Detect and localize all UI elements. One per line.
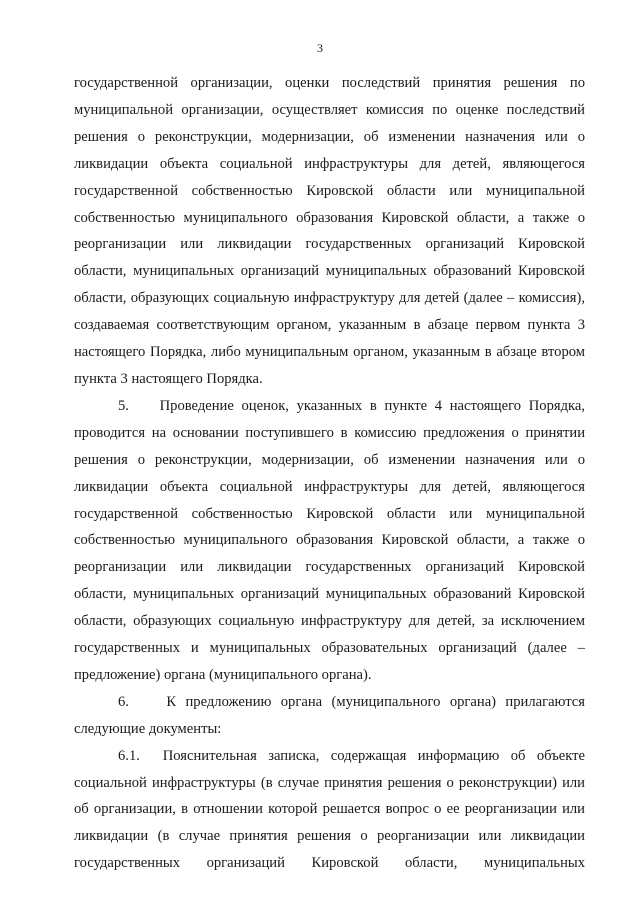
paragraph-continuation: государственной организации, оценки последствий принятия решения по муниципальной организации, осуществляет комиссия по оценке последствий решения о реконструкции, модернизации, об изменении назначения или о ликвидации объекта социальной инфраструктуры для детей, являющегося государственной собственностью Кировской области или муниципальной собственностью муниципального образования Кировской области, а также о реорганизации или ликвидации государственных организаций Кировской области, муниципальных организаций муниципальных образований Кировской области, образующих социальную инфраструктуру для детей (далее – комиссия), создаваемая соответствующим органом, указанным в абзаце первом пункта 3 настоящего Порядка, либо муниципальным органом, указанным в абзаце втором пункта 3 настоящего Порядка. xyxy=(74,75,585,387)
paragraph-item-6: 6. К предложению органа (муниципального органа) прилагаются следующие документы: xyxy=(74,693,585,737)
paragraph-item-6-1: 6.1. Пояснительная записка, содержащая информацию об объекте социальной инфраструктуры (в случае принятия решения о реконструкции) или об организации, в отношении которой решается вопрос о ее реорганизации или ликвидации (в случае принятия решения о реорганизации или ликвидации государственных организаций Кировской области, муниципальных xyxy=(74,747,585,872)
paragraph-item-5: 5. Проведение оценок, указанных в пункте 4 настоящего Порядка, проводится на основании поступившего в комиссию предложения о принятии решения о реконструкции, модернизации, об изменении назначения или о ликвидации объекта социальной инфраструктуры для детей, являющегося государственной собственностью Кировской области или муниципальной собственностью муниципального образования Кировской области, а также о реорганизации или ликвидации государственных организаций Кировской области, муниципальных организаций муниципальных образований Кировской области, образующих социальную инфраструктуру для детей, за исключением государственных и муниципальных образовательных организаций (далее – предложение) органа (муниципального органа). xyxy=(74,397,585,683)
page-number: 3 xyxy=(317,41,323,55)
document-body xyxy=(74,70,585,877)
